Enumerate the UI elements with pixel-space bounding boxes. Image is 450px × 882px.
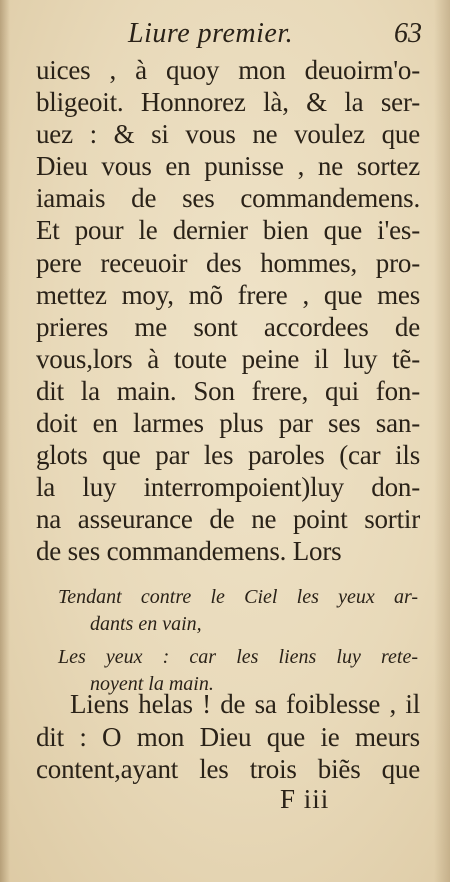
- text-line: uices , à quoy mon deuoirm'o-: [36, 55, 420, 85]
- text-line: glots que par les paroles (car ils: [36, 440, 420, 471]
- page-edge-shadow: [434, 0, 450, 882]
- text-line: bligeoit. Honnorez là, & la ser-: [36, 87, 420, 118]
- body-paragraph-continued: [36, 688, 420, 786]
- text-line: mettez moy, mõ frere , que mes: [36, 279, 420, 310]
- text-line: Et pour le dernier bien que i'es-: [36, 215, 420, 246]
- text-line: Liens helas ! de sa foiblesse , il: [70, 689, 420, 719]
- text-line: Dieu vous en punisse , ne sortez: [36, 151, 420, 182]
- verse-quotation: [58, 584, 418, 698]
- text-line: vous,lors à toute peine il luy tẽ-: [36, 343, 420, 374]
- verse-line: noyent la main.: [90, 673, 214, 695]
- verse-line: Les yeux : car les liens luy rete-: [58, 646, 418, 668]
- text-line: dit : O mon Dieu que ie meurs: [36, 721, 420, 752]
- text-line: la luy interrompoient)luy don-: [36, 472, 420, 503]
- text-line: content,ayant les trois biẽs que: [36, 754, 420, 784]
- signature-mark: F iii: [280, 784, 330, 814]
- body-paragraph: [36, 54, 420, 568]
- verse-line: dants en vain,: [90, 613, 202, 635]
- text-line: dit la main. Son frere, qui fon-: [36, 375, 420, 406]
- text-line: doit en larmes plus par ses san-: [36, 408, 420, 439]
- page-number: 63: [394, 18, 422, 49]
- running-head: [36, 14, 426, 54]
- text-line: uez : & si vous ne voulez que: [36, 119, 420, 150]
- text-line: pere receuoir des hommes, pro-: [36, 247, 420, 278]
- text-line: prieres me sont accordees de: [36, 311, 420, 342]
- running-title: Liure premier.: [128, 18, 294, 49]
- verse-line: Tendant contre le Ciel les yeux ar-: [58, 586, 418, 608]
- text-line: na asseurance de ne point sortir: [36, 504, 420, 535]
- text-line: de ses commandemens. Lors: [36, 536, 342, 567]
- page-gutter-shadow: [0, 0, 10, 882]
- text-line: iamais de ses commandemens.: [36, 183, 420, 214]
